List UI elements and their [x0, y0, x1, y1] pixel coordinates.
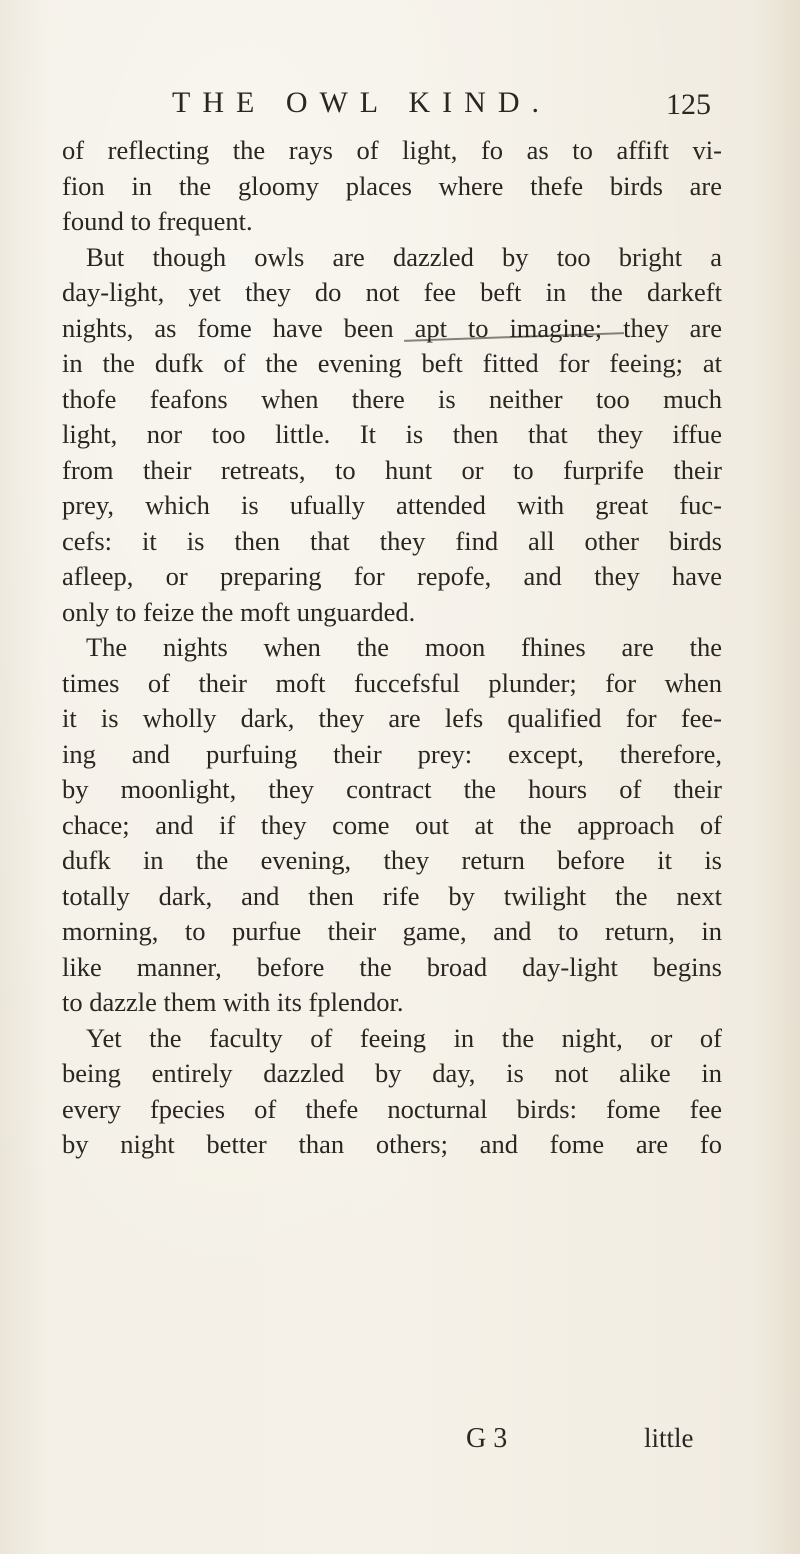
text-line: being entirely dazzled by day, is not alike in [62, 1058, 722, 1088]
text-line: The nights when the moon fhines are the [86, 632, 722, 662]
text-line: found to frequent. [62, 206, 253, 236]
text-line: it is wholly dark, they are lefs qualified for fee- [62, 703, 722, 733]
text-line: of reflecting the rays of light, fo as to affift vi- [62, 135, 722, 165]
text-line: times of their moft fuccefsful plunder; for when [62, 667, 722, 698]
text-line: afleep, or preparing for repofe, and they have [62, 561, 722, 591]
catchword: little [644, 1423, 694, 1453]
page-footer [0, 1423, 800, 1463]
body-text [62, 133, 722, 1163]
text-line: by moonlight, they contract the hours of their [62, 774, 722, 804]
text-line: in the dufk of the evening beft fitted for feeing; at [62, 348, 722, 378]
text-line: like manner, before the broad day-light begins [62, 951, 722, 982]
page-number: 125 [666, 88, 711, 121]
text-line: every fpecies of thefe nocturnal birds: fome fee [62, 1093, 722, 1124]
signature-mark: G 3 [466, 1423, 508, 1454]
text-line: only to feize the moft unguarded. [62, 596, 416, 627]
text-line: ing and purfuing their prey: except, therefore, [62, 738, 722, 769]
running-title: THE OWL KIND. [172, 86, 551, 119]
text-line: dufk in the evening, they return before it is [62, 845, 722, 875]
text-line: fion in the gloomy places where thefe birds are [62, 170, 722, 201]
text-line: cefs: it is then that they find all other birds [62, 525, 722, 556]
text-line: nights, as fome have been apt to imagine; they are [62, 312, 722, 343]
text-line: chace; and if they come out at the approach of [62, 809, 722, 840]
text-line: light, nor too little. It is then that they iffue [62, 419, 722, 449]
text-line: But though owls are dazzled by too bright a [86, 241, 722, 272]
text-line: to dazzle them with its fplendor. [62, 987, 404, 1017]
text-line: totally dark, and then rife by twilight the next [62, 880, 722, 911]
page-header [0, 86, 800, 130]
text-line: thofe feafons when there is neither too much [62, 383, 722, 414]
text-line: prey, which is ufually attended with great fuc- [62, 490, 722, 520]
text-line: Yet the faculty of feeing in the night, or of [86, 1022, 722, 1053]
text-line: day-light, yet they do not fee beft in the darkeft [62, 277, 722, 307]
text-line: morning, to purfue their game, and to return, in [62, 916, 722, 946]
text-line: from their retreats, to hunt or to furprife their [62, 454, 722, 485]
text-line: by night better than others; and fome are fo [62, 1129, 722, 1159]
